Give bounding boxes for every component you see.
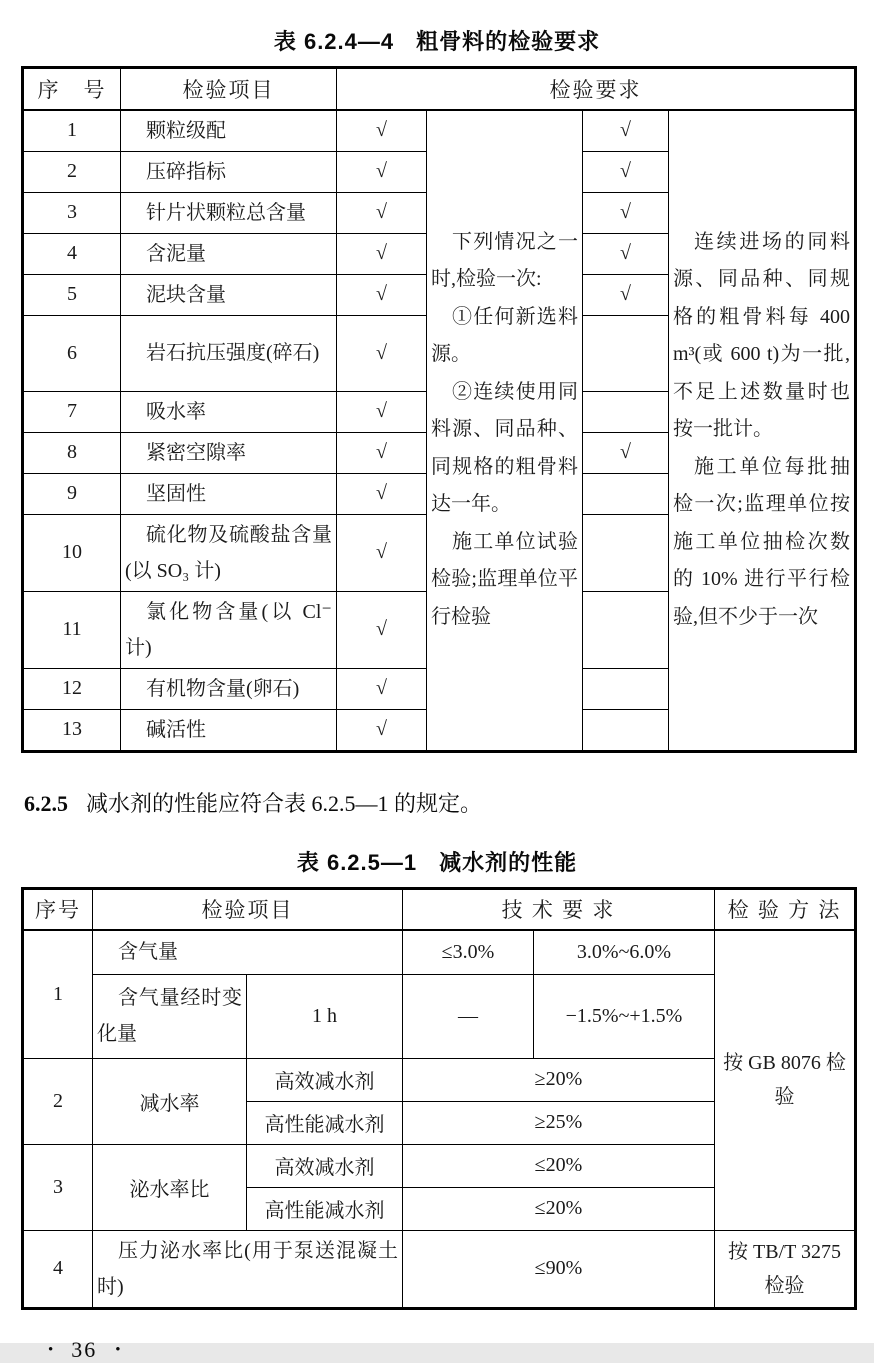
freq-check-cell — [583, 591, 669, 668]
footer-bullet-right: • — [115, 1341, 121, 1358]
row-item: 岩石抗压强度(碎石) — [121, 315, 337, 391]
requirement-value: ≤20% — [403, 1187, 715, 1230]
row-item: 含气量 — [93, 930, 403, 974]
table2-header-item: 检验项目 — [93, 888, 403, 930]
row-item: 有机物含量(卵石) — [121, 668, 337, 709]
row-item: 吸水率 — [121, 391, 337, 432]
row-no: 3 — [23, 192, 121, 233]
row-no: 13 — [23, 709, 121, 751]
table1-header-requirement: 检验要求 — [337, 68, 856, 110]
lab-check-cell: √ — [337, 391, 427, 432]
requirement-value: −1.5%~+1.5% — [534, 974, 715, 1058]
freq-check-cell: √ — [583, 192, 669, 233]
note-paragraph: ①任何新选料源。 — [431, 305, 578, 366]
row-item: 压碎指标 — [121, 151, 337, 192]
table2-header-method: 检 验 方 法 — [715, 888, 856, 930]
row-no: 9 — [23, 473, 121, 514]
requirement-value: ≥20% — [403, 1058, 715, 1101]
row-no: 5 — [23, 274, 121, 315]
row-no: 4 — [23, 233, 121, 274]
note-paragraph: 施工单位试验检验;监理单位平行检验 — [431, 530, 578, 628]
freq-check-cell: √ — [583, 110, 669, 152]
method-tbt3275-cell: 按 TB/T 3275 检验 — [715, 1230, 856, 1308]
freq-check-cell: √ — [583, 274, 669, 315]
table2-header-row — [23, 888, 856, 930]
lab-check-cell: √ — [337, 192, 427, 233]
lab-check-cell: √ — [337, 233, 427, 274]
method-gb8076-cell: 按 GB 8076 检验 — [715, 930, 856, 1230]
requirement-value: ≤20% — [403, 1144, 715, 1187]
table-water-reducer-performance — [21, 887, 857, 1310]
table1-title-text: 粗骨料的检验要求 — [416, 29, 601, 54]
row-item: 坚固性 — [121, 473, 337, 514]
row-no: 7 — [23, 391, 121, 432]
row-no: 2 — [23, 1058, 93, 1144]
row-item: 泌水率比 — [93, 1144, 247, 1230]
requirement-value: ≤3.0% — [403, 930, 534, 974]
section-6-2-5 — [24, 789, 854, 819]
requirement-value: ≥25% — [403, 1101, 715, 1144]
lab-check-cell: √ — [337, 110, 427, 152]
sub-item: 高性能减水剂 — [247, 1187, 403, 1230]
requirement-value: — — [403, 974, 534, 1058]
batch-rule-note-cell — [669, 110, 856, 752]
freq-check-cell — [583, 391, 669, 432]
row-no: 3 — [23, 1144, 93, 1230]
table1-title-label: 表 6.2.4—4 — [273, 29, 395, 54]
requirement-value: ≤90% — [403, 1230, 715, 1308]
table-row — [23, 930, 856, 974]
section-number: 6.2.5 — [24, 790, 68, 816]
lab-check-cell: √ — [337, 709, 427, 751]
row-no: 1 — [23, 110, 121, 152]
freq-check-cell: √ — [583, 233, 669, 274]
row-item: 泥块含量 — [121, 274, 337, 315]
table-row — [23, 1230, 856, 1308]
lab-check-cell: √ — [337, 151, 427, 192]
lab-check-cell: √ — [337, 315, 427, 391]
note-paragraph: 下列情况之一时,检验一次: — [431, 230, 578, 291]
row-no: 12 — [23, 668, 121, 709]
note-paragraph: ②连续使用同料源、同品种、同规格的粗骨料达一年。 — [431, 380, 578, 516]
table2-title — [0, 846, 874, 877]
row-item: 碱活性 — [121, 709, 337, 751]
row-no: 6 — [23, 315, 121, 391]
row-item: 含泥量 — [121, 233, 337, 274]
row-item: 氯化物含量(以 Cl⁻ 计) — [121, 591, 337, 668]
sub-item: 1 h — [247, 974, 403, 1058]
sub-item: 高性能减水剂 — [247, 1101, 403, 1144]
row-no: 11 — [23, 591, 121, 668]
table2-header-no: 序号 — [23, 888, 93, 930]
table2-header-requirement: 技 术 要 求 — [403, 888, 715, 930]
freq-check-cell — [583, 315, 669, 391]
freq-check-cell: √ — [583, 151, 669, 192]
sub-item: 高效减水剂 — [247, 1144, 403, 1187]
lab-check-cell: √ — [337, 591, 427, 668]
row-item: 颗粒级配 — [121, 110, 337, 152]
table1-header-item: 检验项目 — [121, 68, 337, 110]
row-no: 8 — [23, 432, 121, 473]
footer-bullet-left: • — [48, 1341, 54, 1358]
freq-check-cell — [583, 473, 669, 514]
row-item: 紧密空隙率 — [121, 432, 337, 473]
row-item: 压力泌水率比(用于泵送混凝土时) — [93, 1230, 403, 1308]
table1-title — [0, 0, 874, 56]
page-number — [48, 1337, 874, 1363]
row-item: 硫化物及硫酸盐含量(以 SO₃ 计) — [121, 514, 337, 591]
lab-check-cell: √ — [337, 432, 427, 473]
requirement-value: 3.0%~6.0% — [534, 930, 715, 974]
table1-header-no: 序 号 — [23, 68, 121, 110]
table-coarse-aggregate-requirements — [21, 66, 857, 753]
note-paragraph: 施工单位每批抽检一次;监理单位按施工单位抽检次数的 10% 进行平行检验,但不少于一次 — [673, 455, 850, 628]
row-no: 2 — [23, 151, 121, 192]
row-item: 针片状颗粒总含量 — [121, 192, 337, 233]
row-no: 4 — [23, 1230, 93, 1308]
footer-page-number: 36 — [71, 1336, 98, 1362]
sub-item: 高效减水剂 — [247, 1058, 403, 1101]
freq-check-cell: √ — [583, 432, 669, 473]
row-item: 减水率 — [93, 1058, 247, 1144]
table-row — [23, 110, 856, 152]
lab-check-cell: √ — [337, 514, 427, 591]
note-paragraph: 连续进场的同料源、同品种、同规格的粗骨料每 400 m³(或 600 t)为一批,不足上述数量时也按一批计。 — [673, 230, 850, 441]
section-text: 减水剂的性能应符合表 6.2.5—1 的规定。 — [86, 790, 483, 816]
table2-title-label: 表 6.2.5—1 — [296, 849, 418, 875]
freq-check-cell — [583, 668, 669, 709]
inspection-condition-note-cell — [427, 110, 583, 752]
freq-check-cell — [583, 514, 669, 591]
freq-check-cell — [583, 709, 669, 751]
row-no: 10 — [23, 514, 121, 591]
lab-check-cell: √ — [337, 274, 427, 315]
row-item: 含气量经时变化量 — [93, 974, 247, 1058]
row-no: 1 — [23, 930, 93, 1058]
table1-header-row — [23, 68, 856, 110]
table2-title-text: 减水剂的性能 — [439, 849, 578, 875]
lab-check-cell: √ — [337, 473, 427, 514]
lab-check-cell: √ — [337, 668, 427, 709]
